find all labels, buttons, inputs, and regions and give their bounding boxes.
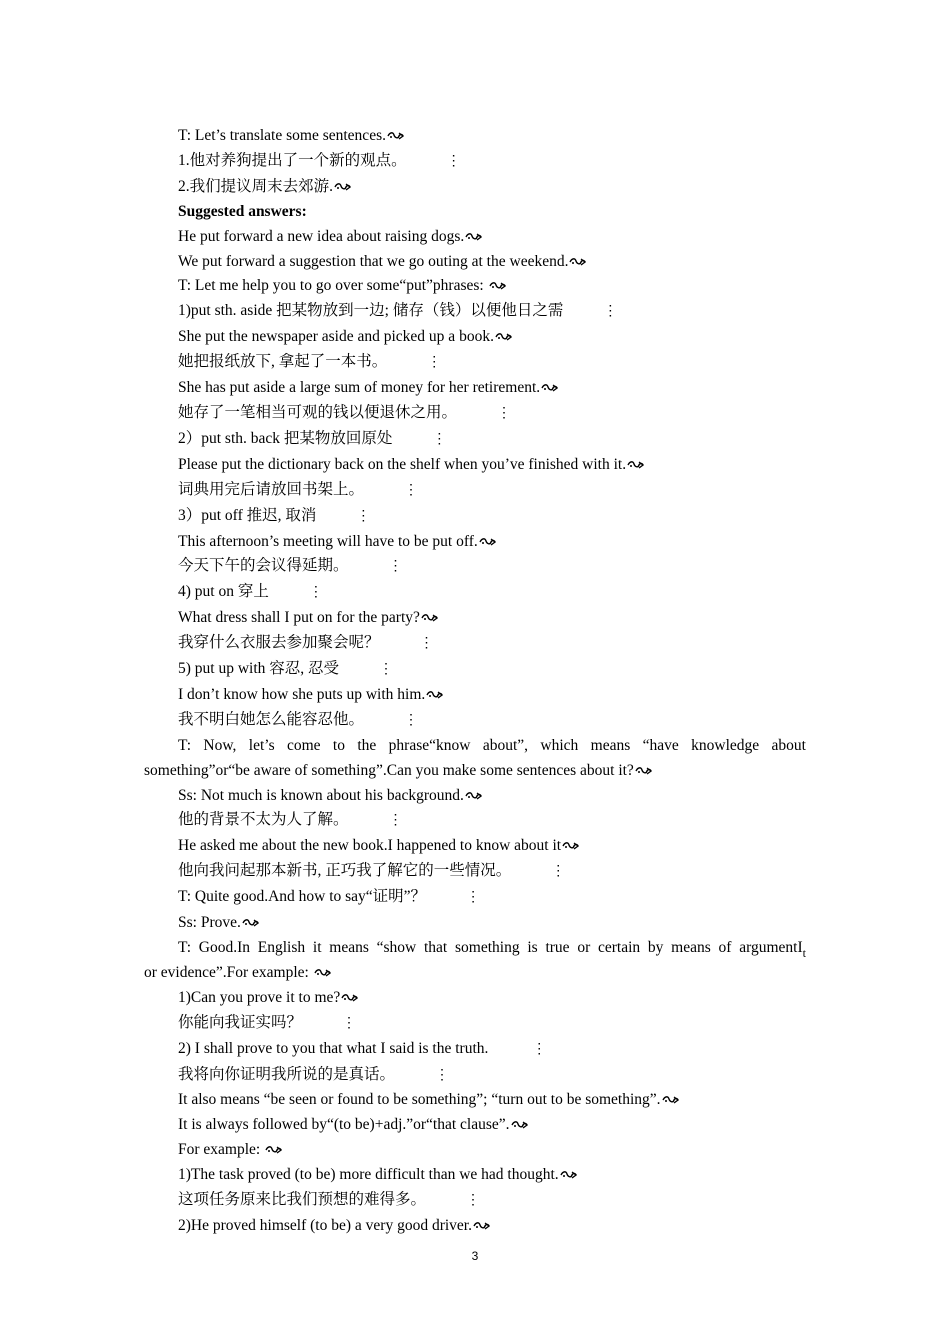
line-text: Suggested answers:: [178, 202, 307, 220]
text-line: [144, 478, 806, 504]
line-end-mark-icon: ⋮: [432, 431, 447, 447]
paragraph-mark-icon: [489, 281, 506, 291]
line-text: 1)Can you prove it to me?: [178, 988, 341, 1006]
document-body: [144, 124, 806, 1239]
paragraph-mark-icon: [426, 690, 443, 700]
text-line: [144, 734, 806, 759]
text-line: [144, 784, 806, 809]
line-text: I don’t know how she puts up with him.: [178, 685, 426, 703]
line-text: Ss: Not much is known about his background.: [178, 786, 464, 804]
text-line: [144, 759, 806, 784]
line-text: T: Quite good.And how to say“证明”？: [178, 888, 427, 906]
text-line: [144, 657, 806, 683]
line-end-mark-icon: ⋮: [466, 1193, 481, 1209]
line-text: 我穿什么衣服去参加聚会呢？: [178, 634, 380, 652]
line-end-mark-icon: ⋮: [427, 355, 442, 371]
line-end-mark-icon: ⋮: [388, 559, 403, 575]
paragraph-mark-icon: [562, 841, 579, 851]
text-line: [144, 631, 806, 657]
line-text: Ss: Prove.: [178, 914, 241, 932]
line-text: something”or“be aware of something”.Can you make some sentences about it?: [144, 761, 634, 779]
line-text: T: Let’s translate some sentences.: [178, 127, 386, 144]
text-line: [144, 580, 806, 606]
line-text: T: Let me help you to go over some“put”phrases:: [178, 277, 488, 295]
text-line: [144, 683, 806, 708]
text-line: [144, 200, 806, 225]
paragraph-mark-icon: [473, 1221, 490, 1231]
text-line: [144, 250, 806, 275]
line-text: 今天下午的会议得延期。: [178, 557, 349, 575]
paragraph-mark-icon: [334, 182, 351, 192]
text-line: [144, 961, 806, 986]
text-line: [144, 1214, 806, 1239]
text-line: [144, 936, 806, 961]
paragraph-mark-icon: [541, 383, 558, 393]
line-end-mark-icon: ⋮: [404, 482, 419, 498]
line-end-mark-icon: ⋮: [466, 890, 481, 906]
text-line: [144, 1113, 806, 1138]
text-line: [144, 175, 806, 200]
text-line: [144, 376, 806, 401]
line-text: It also means “be seen or found to be something”; “turn out to be something”.: [178, 1091, 661, 1109]
text-line: [144, 1163, 806, 1188]
text-line: [144, 554, 806, 580]
text-line: [144, 1088, 806, 1113]
line-text: 4) put on 穿上: [178, 583, 269, 601]
line-text: 他的背景不太为人了解。: [178, 811, 349, 829]
text-line: [144, 911, 806, 936]
line-text: 她存了一笔相当可观的钱以便退休之用。: [178, 403, 458, 421]
text-line: [144, 504, 806, 530]
paragraph-mark-icon: [635, 766, 652, 776]
text-line: [144, 225, 806, 250]
text-line: [144, 834, 806, 859]
page-number: 3: [471, 1249, 479, 1263]
paragraph-mark-icon: [662, 1095, 679, 1105]
paragraph-mark-icon: [242, 918, 259, 928]
line-text: T: Now, let’s come to the phrase“know about”, which means “have knowledge about: [178, 736, 806, 754]
text-line: [144, 453, 806, 478]
line-end-mark-icon: ⋮: [419, 636, 434, 652]
paragraph-mark-icon: [495, 332, 512, 342]
line-text: T: Good.In English it means “show that something is true or certain by means of argument: [178, 939, 798, 956]
text-line: [144, 986, 806, 1011]
text-line: [144, 885, 806, 911]
line-text: or evidence”.For example:: [144, 963, 313, 981]
line-text: He put forward a new idea about raising dogs.: [178, 227, 465, 245]
text-line: [144, 1138, 806, 1163]
tab-mark-glyph: I: [797, 939, 803, 956]
text-line: [144, 708, 806, 734]
line-end-mark-icon: ⋮: [497, 405, 512, 421]
line-end-mark-icon: ⋮: [404, 712, 419, 728]
text-line: [144, 1063, 806, 1089]
paragraph-mark-icon: [479, 537, 496, 547]
text-line: [144, 124, 806, 149]
line-text: This afternoon’s meeting will have to be put off.: [178, 532, 478, 550]
line-text: She put the newspaper aside and picked up a book.: [178, 328, 494, 346]
line-text: We put forward a suggestion that we go outing at the weekend.: [178, 252, 569, 270]
line-text: He asked me about the new book.I happened to know about it: [178, 837, 562, 855]
line-text: 她把报纸放下, 拿起了一本书。: [178, 353, 388, 371]
paragraph-mark-icon: [265, 1145, 282, 1155]
text-line: [144, 299, 806, 325]
line-text: What dress shall I put on for the party?: [178, 609, 420, 627]
text-line: [144, 149, 806, 175]
paragraph-mark-icon: [341, 993, 358, 1003]
text-line: [144, 530, 806, 555]
line-end-mark-icon: ⋮: [603, 304, 618, 320]
line-text: 2) I shall prove to you that what I said is the truth.: [178, 1039, 493, 1057]
line-text: For example:: [178, 1141, 265, 1159]
line-end-mark-icon: ⋮: [446, 153, 461, 169]
line-text: 你能向我证实吗？: [178, 1013, 303, 1031]
text-line: [144, 1188, 806, 1214]
text-line: [144, 1037, 806, 1063]
line-text: 3）put off 推迟, 取消: [178, 506, 317, 524]
text-line: [144, 274, 806, 299]
line-text: It is always followed by“(to be)+adj.”or“that clause”.: [178, 1116, 510, 1134]
paragraph-mark-icon: [569, 257, 586, 267]
paragraph-mark-icon: [627, 460, 644, 470]
tab-mark-sub: t: [802, 946, 806, 960]
text-line: [144, 401, 806, 427]
line-text: 2.我们提议周末去郊游.: [178, 177, 334, 195]
paragraph-mark-icon: [560, 1170, 577, 1180]
line-end-mark-icon: ⋮: [388, 813, 403, 829]
line-end-mark-icon: ⋮: [342, 1015, 357, 1031]
text-line: [144, 427, 806, 453]
paragraph-mark-icon: [314, 968, 331, 978]
paragraph-mark-icon: [465, 232, 482, 242]
text-line: [144, 808, 806, 834]
text-line: [144, 1011, 806, 1037]
line-end-mark-icon: ⋮: [532, 1041, 547, 1057]
tab-mark: [797, 939, 806, 960]
line-end-mark-icon: ⋮: [551, 864, 566, 880]
line-text: 1)The task proved (to be) more difficult than we had thought.: [178, 1166, 559, 1184]
line-text: 这项任务原来比我们预想的难得多。: [178, 1191, 427, 1209]
line-text: Please put the dictionary back on the shelf when you’ve finished with it.: [178, 455, 627, 473]
line-text: 1.他对养狗提出了一个新的观点。: [178, 151, 407, 169]
line-text: 我将向你证明我所说的是真话。: [178, 1065, 396, 1083]
paragraph-mark-icon: [421, 613, 438, 623]
line-text: She has put aside a large sum of money for her retirement.: [178, 379, 541, 397]
line-text: 我不明白她怎么能容忍他。: [178, 710, 365, 728]
text-line: [144, 350, 806, 376]
line-text: 他向我问起那本新书, 正巧我了解它的一些情况。: [178, 862, 512, 880]
paragraph-mark-icon: [511, 1120, 528, 1130]
line-end-mark-icon: ⋮: [435, 1067, 450, 1083]
line-text: 2）put sth. back 把某物放回原处: [178, 429, 393, 447]
paragraph-mark-icon: [387, 131, 404, 141]
line-text: 2)He proved himself (to be) a very good driver.: [178, 1216, 472, 1234]
text-line: [144, 859, 806, 885]
line-text: 词典用完后请放回书架上。: [178, 480, 365, 498]
text-line: [144, 325, 806, 350]
text-line: [144, 606, 806, 631]
line-end-mark-icon: ⋮: [308, 585, 323, 601]
line-end-mark-icon: ⋮: [356, 508, 371, 524]
line-end-mark-icon: ⋮: [379, 662, 394, 678]
line-text: 1)put sth. aside 把某物放到一边; 储存（钱）以便他日之需: [178, 302, 564, 320]
line-text: 5) put up with 容忍, 忍受: [178, 660, 340, 678]
paragraph-mark-icon: [465, 791, 482, 801]
